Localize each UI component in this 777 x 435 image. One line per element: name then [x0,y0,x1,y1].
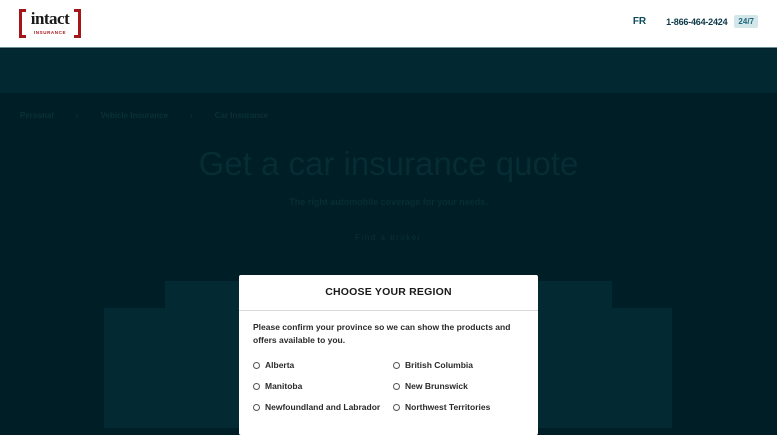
breadcrumb-vehicle-insurance[interactable]: Vehicle Insurance [100,111,169,120]
logo-subtitle: INSURANCE [33,30,67,35]
modal-description: Please confirm your province so we can show the products and offers available to you. [253,322,511,345]
province-option-newfoundland[interactable] [253,401,393,413]
page-title: Get a car insurance quote [198,145,579,182]
intact-logo[interactable] [19,9,81,38]
region-modal [239,275,538,435]
radio-icon[interactable] [393,362,400,369]
option-label: Manitoba [265,381,303,391]
breadcrumb-personal[interactable]: Personal [20,111,54,120]
province-option-northwest-territories[interactable] [393,401,533,413]
breadcrumb [20,111,290,120]
option-label: New Brunswick [405,381,468,391]
radio-icon[interactable] [253,362,260,369]
option-label: British Columbia [405,360,474,370]
breadcrumb-car-insurance: Car Insurance [214,111,269,120]
availability-badge: 24/7 [734,15,758,28]
language-toggle-link[interactable]: FR [632,16,647,27]
site-header [0,0,777,48]
province-option-british-columbia[interactable] [393,359,533,371]
logo-wordmark: intact [30,9,70,28]
radio-icon[interactable] [393,383,400,390]
find-broker-button[interactable]: Find a broker [355,233,422,242]
province-option-manitoba[interactable] [253,380,393,392]
radio-icon[interactable] [253,404,260,411]
option-label: Northwest Territories [405,402,491,412]
province-option-alberta[interactable] [253,359,393,371]
logo-bracket-right [74,9,81,38]
radio-icon[interactable] [393,404,400,411]
navigation-band [0,49,777,93]
breadcrumb-separator: › [75,111,79,120]
modal-title: CHOOSE YOUR REGION [239,275,538,311]
page-subtitle: The right automobile coverage for your needs. [289,197,488,207]
breadcrumb-separator: › [190,111,193,120]
province-option-new-brunswick[interactable] [393,380,533,392]
option-label: Alberta [265,360,295,370]
option-label: Newfoundland and Labrador [265,402,381,412]
province-options [253,359,533,413]
radio-icon[interactable] [253,383,260,390]
header-utilities [633,15,758,28]
phone-link[interactable]: 1-866-464-2424 [666,16,728,27]
